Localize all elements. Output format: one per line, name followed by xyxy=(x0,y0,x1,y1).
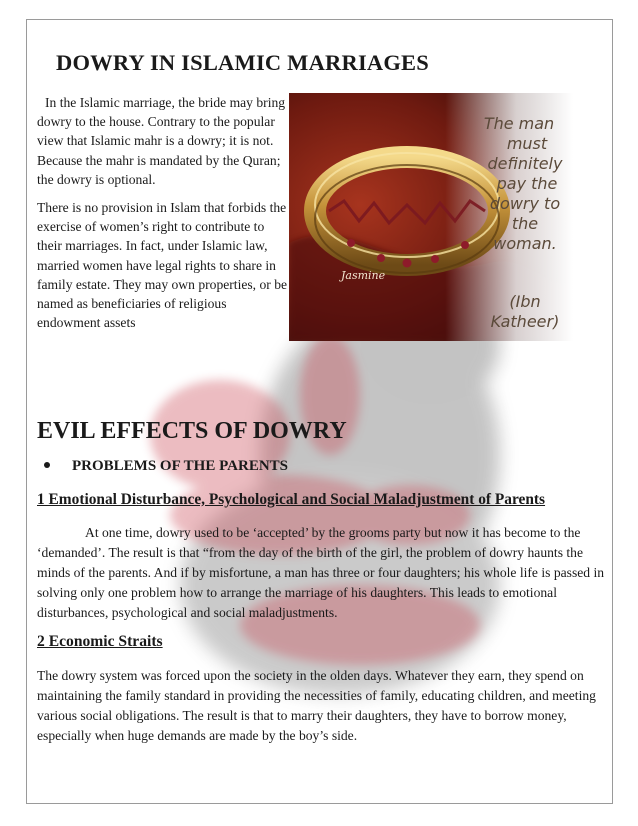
bullet-item xyxy=(44,458,288,475)
quote-line-6: the xyxy=(511,214,539,233)
bullet-icon xyxy=(44,462,50,468)
intro-paragraph-1: In the Islamic marriage, the bride may bring dowry to the house. Contrary to the popular view that Islamic mahr is a dowry; it is not. Because the mahr is mandated by the Quran; the dowry is optional. xyxy=(37,95,286,187)
quote-line-1: The man xyxy=(483,114,555,133)
image-signature: Jasmine xyxy=(341,269,386,282)
subheading-economic-straits: 2 Economic Straits xyxy=(37,633,163,650)
quote-line-3: definitely xyxy=(487,154,563,173)
paragraph-emotional-disturbance-text: At one time, dowry used to be ‘accepted’ by the grooms party but now it has become to the ‘demanded’. The result is that “from the day of the birth of the girl, the problem of dowry haunts the minds of the parents. And if by misfortune, a man has three or four daughters; his whole life is passed in solving only one problem how to arrange the marriage of his daughters. This leads to emotional disturbances, psychological and social maladjustments. xyxy=(37,525,605,620)
quote-line-9: Katheer) xyxy=(490,312,560,331)
quote-line-8: (Ibn xyxy=(509,292,541,311)
quote-line-7: woman. xyxy=(493,234,557,253)
intro-paragraph-2: There is no provision in Islam that forbids the exercise of women’s right to contribute to their marriages. In fact, under Islamic law, married women have legal rights to share in family estate. They may own properties, or be named as beneficiaries of religious endowment assets xyxy=(37,200,288,331)
dowry-ring-image xyxy=(289,93,573,341)
quote-line-2: must xyxy=(506,134,548,153)
ring-illustration xyxy=(289,93,573,341)
subheading-emotional-disturbance: 1 Emotional Disturbance, Psychological and Social Maladjustment of Parents xyxy=(37,491,546,508)
quote-line-5: dowry to xyxy=(489,194,561,213)
bullet-label: PROBLEMS OF THE PARENTS xyxy=(72,458,289,474)
quote-line-4: pay the xyxy=(496,174,558,193)
page-title: DOWRY IN ISLAMIC MARRIAGES xyxy=(56,50,429,75)
paragraph-economic-straits: The dowry system was forced upon the society in the olden days. Whatever they earn, they spend on maintaining the family standard in providing the necessities of family, educating children, and meeting various social obligations. The result is that to marry their daughters, they have to borrow money, especially when huge demands are made by the boy’s side. xyxy=(37,668,596,743)
section-heading: EVIL EFFECTS OF DOWRY xyxy=(37,418,347,444)
paragraph-emotional-disturbance xyxy=(37,523,607,623)
intro-text xyxy=(37,93,289,341)
